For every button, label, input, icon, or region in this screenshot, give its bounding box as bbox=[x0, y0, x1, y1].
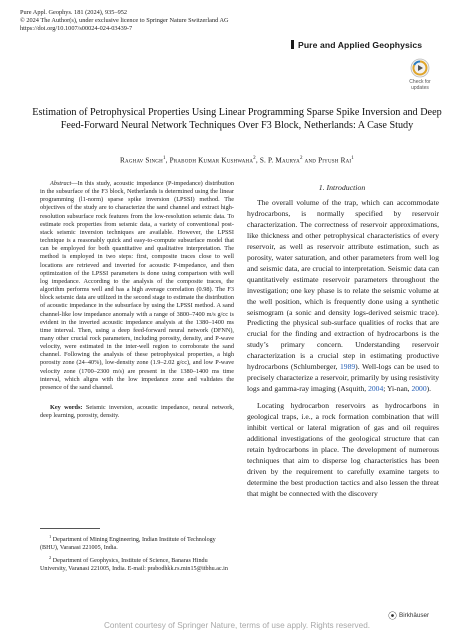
author-name: S. P. Maurya bbox=[259, 156, 300, 165]
intro-paragraph bbox=[247, 198, 439, 395]
introduction-column bbox=[247, 198, 439, 500]
article-title: Estimation of Petrophysical Properties Using Linear Programming Sparse Spike Inversion and Deep Feed-Forward Neural Network Techniques Over F3 Block, Netherlands: A Case Study bbox=[32, 107, 442, 131]
author-separator: and bbox=[302, 156, 319, 165]
check-updates-icon bbox=[410, 58, 430, 78]
footnote-mark: 2 bbox=[49, 554, 52, 560]
author-list bbox=[30, 156, 444, 164]
journal-title: Pure and Applied Geophysics bbox=[298, 39, 423, 50]
copyright-line: © 2024 The Author(s), under exclusive licence to Springer Nature Switzerland AG bbox=[20, 17, 229, 25]
birkhauser-icon: ⦿ bbox=[388, 611, 398, 621]
author-name: Piyush Rai bbox=[318, 156, 352, 165]
journal-badge bbox=[291, 39, 463, 50]
citation-link[interactable]: 2000 bbox=[411, 384, 427, 394]
keywords-label: Key words: bbox=[50, 404, 83, 412]
footnote-mark: 1 bbox=[49, 534, 52, 539]
check-for-updates[interactable] bbox=[401, 58, 439, 91]
citation-link[interactable]: 2004 bbox=[368, 384, 384, 394]
footnote bbox=[40, 554, 234, 574]
intro-text: ). Well-logs can be used to precisely characterize a reservoir, primarily by using resistivity logs and gamma-ray imaging (Asquith, bbox=[247, 362, 439, 394]
doi-link[interactable]: https://doi.org/10.1007/s00024-024-03439-7 bbox=[20, 25, 133, 33]
keywords bbox=[40, 404, 234, 420]
citation-header bbox=[20, 9, 310, 34]
abstract-body: —In this study, acoustic impedance (P-impedance) distribution in the subsurface of the F3 block, Netherlands is determined using the linear programming (l1-norm) sparse spike inversion (LPSSI) method. The objectives of the study are to characterize the sand channel and extract high-resolution subsurface rock features from the low-resolution seismic data. To estimate rock properties from seismic data, a variety of conventional post-stack seismic inversion techniques are available. However, the LPSSI technique is a reasonably quick and easy-to-compute subsurface model that can be employed for both quantitative and qualitative interpretation. The method is employed in two steps: first, composite traces close to well locations are retrieved and inverted for acoustic P-impedance, and then optimization of the LPSSI parameters is done using comparison with well log impedance. According to the analysis of the composite traces, the algorithm performs well and has a high average correlation (0.98). The F3 block seismic data are utilized in the second stage to estimate the distribution of acoustic impedance in the subsurface by using the LPSSI method. A sand channel-like low impedance anomaly with a range of 3800–7400 m/s g/cc is evident in the inverted acoustic impedance analysis at the 1380–1400 ms time interval. Then, using a deep feed-forward neural network (DFNN), many other crucial rock parameters, including porosity, density, and P-wave velocity, were estimated in the inter-well region to corroborate the sand channel. Following the analysis of these petrophysical properties, a high porosity zone (24–40%), low-density zone (1.9–2.02 g/cc), and low P-wave velocity zone (1700–2300 m/s) are present in the 1380–1400 ms time interval, which aligns with the low impedance zone and validates the presence of the sand channel. bbox=[40, 180, 234, 391]
author-separator: , bbox=[255, 156, 260, 165]
abstract-column bbox=[40, 180, 234, 420]
keywords-body: Seismic inversion, acoustic impedance, neural network, deep learning, porosity, density. bbox=[40, 404, 234, 420]
author-affiliation-mark: 1 bbox=[162, 156, 166, 161]
footnote-divider bbox=[40, 528, 100, 529]
footnotes bbox=[40, 533, 234, 575]
journal-bar bbox=[291, 40, 294, 49]
author-affiliation-mark: 2 bbox=[253, 156, 256, 161]
intro-text: ). bbox=[426, 384, 432, 394]
check-updates-line2: updates bbox=[411, 84, 429, 91]
author-separator: , bbox=[165, 156, 170, 165]
footnote-text: Department of Geophysics, Institute of Science, Banaras Hindu University, Varanasi 221005, India. E-mail: prabodhkk.rs.min15@itbhu.ac.in bbox=[40, 557, 228, 572]
section-heading-introduction: 1. Introduction bbox=[318, 183, 366, 192]
footnote bbox=[40, 533, 234, 553]
author-affiliation-mark: 1 bbox=[351, 156, 354, 161]
intro-paragraph: Locating hydrocarbon reservoirs as hydrocarbons in geological traps, i.e., a rock formation combination that will inhibit vertical or lateral migration of gas and oil requires additional investigations of the geological structure that can retain hydrocarbons in place. The development of numerous techniques that aim to disperse log characteristics has been driven by the requirement to carefully examine targets to determine the best production tactics and also lessen the threat that might be connected with the discovery bbox=[247, 401, 439, 498]
abstract-label: Abstract bbox=[50, 180, 72, 187]
author-affiliation-mark: 2 bbox=[299, 156, 303, 161]
journal-citation: Pure Appl. Geophys. 181 (2024), 935–952 bbox=[20, 9, 128, 16]
publisher-name: Birkhäuser bbox=[399, 612, 430, 619]
footnote-text: Department of Mining Engineering, Indian Institute of Technology (BHU), Varanasi 221005, India. bbox=[40, 537, 216, 551]
abstract bbox=[40, 180, 234, 392]
author-name: Prabodh Kumar Kushwaha bbox=[169, 156, 254, 165]
check-updates-line1: Check for bbox=[409, 79, 431, 85]
author-name: Raghav Singh bbox=[120, 156, 163, 165]
courtesy-notice: Content courtesy of Springer Nature, terms of use apply. Rights reserved. bbox=[103, 621, 371, 630]
intro-text: The overall volume of the trap, which can accommodate hydrocarbons, is normally specified by reservoir characterization. The correctness of reservoir approximations, like thickness and other petrophysical characteristics of every reservoir, as well as reservoir attribute estimation, such as porosity, water saturation, and other parameters from well log and seismic data, are crucial to interpretation. Seismic data can quantitatively estimate reservoir parameters throughout the investigation; one key phase is to relate the seismic volume at the well position, which is frequently done using a synthetic seismogram (a sonic and density logs-derived seismic trace). Predicting the physical sub-surface qualities of rocks that are crucial for the finding and extraction of hydrocarbons is the study’s primary concern. Understanding reservoir characterization is a crucial step in estimating productive hydrocarbons (Schlumberger, bbox=[247, 198, 439, 372]
intro-text: ; Yi-nan, bbox=[383, 384, 412, 394]
citation-link[interactable]: 1989 bbox=[339, 362, 356, 372]
